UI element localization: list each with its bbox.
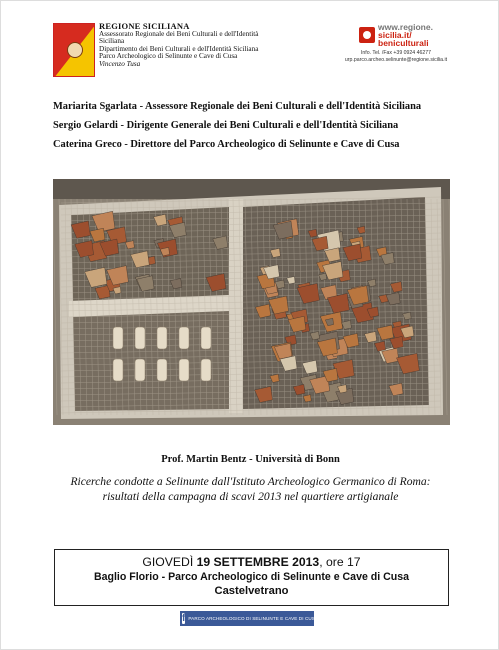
header-right [331, 23, 461, 63]
sicily-region-logo-icon [53, 23, 95, 77]
sieve-tray-illustration [53, 179, 450, 425]
speaker-line: Prof. Martin Bentz - Università di Bonn [161, 454, 340, 465]
event-place: Baglio Florio - Parco Archeologico di Selinunte e Cave di Cusa [93, 571, 410, 583]
web-logo[interactable] [331, 23, 461, 47]
header-left [53, 23, 289, 77]
info-tel: Info. Tel. /Fax +39 0924 46277 [360, 50, 432, 56]
dept-line: Siciliana [99, 37, 125, 46]
officials-list [53, 97, 463, 154]
web-logo-bot: beniculturali [378, 38, 429, 48]
facebook-label: PARCO ARCHEOLOGICO DI SELINUNTE E CAVE DI CUSA [188, 616, 319, 621]
dept-line: Parco Archeologico di Selinunte e Cave di Cusa [99, 52, 238, 61]
excavation-photo [53, 179, 450, 425]
region-name: REGIONE SICILIANA [99, 21, 190, 31]
header-institution [99, 23, 289, 77]
official-name: Sergio Gelardi - Dirigente Generale dei Beni Culturali e dell'Identità Siciliana [53, 120, 399, 131]
dept-line: Assessorato Regionale dei Beni Culturali e dell'Identità [99, 29, 259, 38]
lecture-title-line: risultati della campagna di scavi 2013 nel quartiere artigianale [102, 489, 399, 503]
web-logo-top: www.regione. [378, 22, 433, 32]
lecture-title-line: Ricerche condotte a Selinunte dall'Istituto Archeologico Germanico di Roma: [70, 475, 431, 488]
facebook-icon: f [182, 613, 186, 624]
event-box [54, 549, 449, 606]
event-city: Castelvetrano [214, 585, 289, 597]
signature-name: Vincenzo Tusa [99, 59, 141, 68]
facebook-page-link[interactable] [180, 611, 319, 626]
lecture-title [41, 475, 460, 504]
beniculturali-logo-icon [359, 27, 375, 43]
official-name: Caterina Greco - Direttore del Parco Archeologico di Selinunte e Cave di Cusa [53, 139, 400, 150]
official-name: Mariarita Sgarlata - Assessore Regionale dei Beni Culturali e dell'Identità Siciliana [53, 101, 422, 112]
web-logo-mid: sicilia.it/ [378, 30, 412, 40]
event-date: GIOVEDÌ 19 SETTEMBRE 2013, ore 17 [142, 555, 361, 569]
info-email[interactable]: urp.parco.archeo.selinunte@regione.sicilia.it [344, 57, 448, 63]
web-logo-text [378, 23, 433, 47]
dept-line: Dipartimento dei Beni Culturali e dell'Identità Siciliana [99, 44, 259, 53]
